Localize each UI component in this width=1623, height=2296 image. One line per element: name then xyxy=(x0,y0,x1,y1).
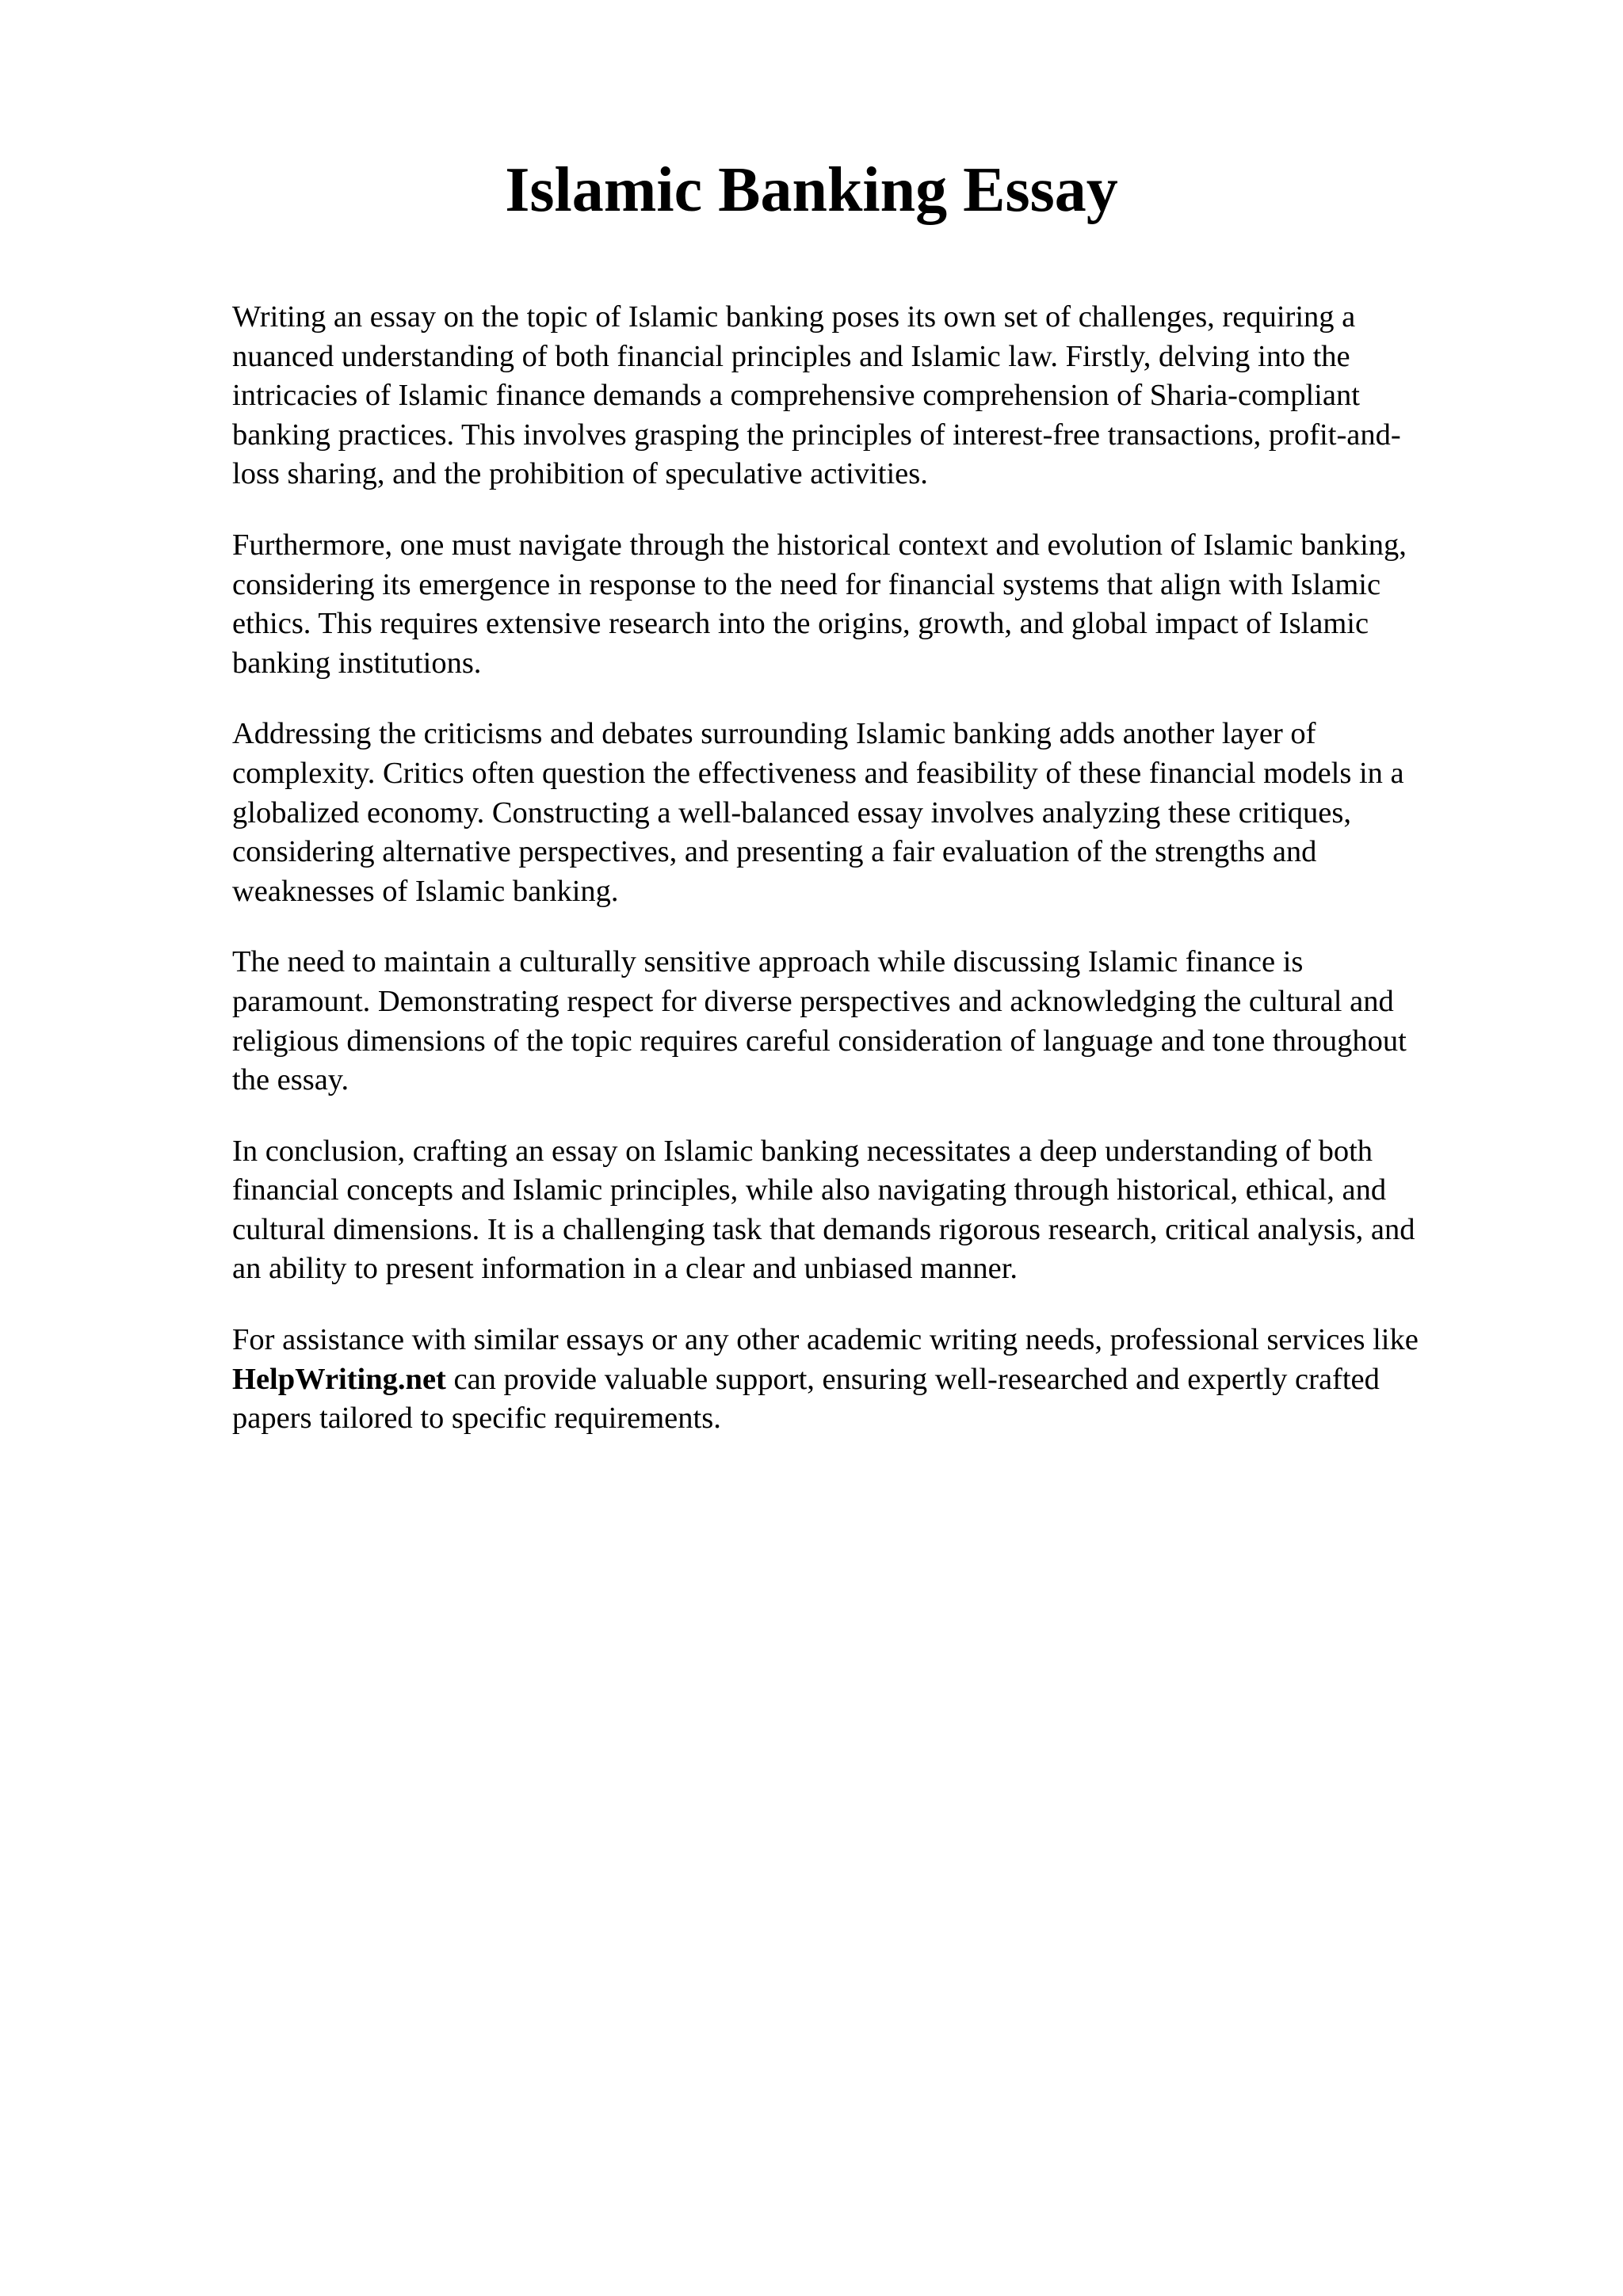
paragraph-5-line-1: In conclusion, crafting an essay on Islamic banking necessitates a deep understanding of both xyxy=(232,1134,1373,1168)
paragraph-4-line-1: The need to maintain a culturally sensitive approach while discussing Islamic finance is xyxy=(232,945,1304,979)
paragraph-5-line-2: financial concepts and Islamic principles, while also navigating through historical, ethical, and xyxy=(232,1173,1387,1207)
paragraph-2-line-1: Furthermore, one must navigate through the historical context and evolution of Islamic banking, xyxy=(232,528,1407,562)
paragraph-3 xyxy=(232,715,1532,911)
paragraph-2 xyxy=(232,526,1532,683)
paragraph-3-line-2: complexity. Critics often question the effectiveness and feasibility of these financial models in a xyxy=(232,756,1404,790)
closing-line-2 xyxy=(232,1360,1532,1400)
closing-line-1: For assistance with similar essays or any other academic writing needs, professional services like xyxy=(232,1323,1419,1357)
paragraph-4 xyxy=(232,943,1532,1100)
paragraph-4-line-3: religious dimensions of the topic requires careful consideration of language and tone throughout xyxy=(232,1024,1407,1058)
paragraph-4-line-2: paramount. Demonstrating respect for diverse perspectives and acknowledging the cultural and xyxy=(232,984,1394,1018)
paragraph-3-line-1: Addressing the criticisms and debates surrounding Islamic banking adds another layer of xyxy=(232,717,1316,751)
page-title: Islamic Banking Essay xyxy=(505,155,1118,225)
paragraph-1-line-2: nuanced understanding of both financial principles and Islamic law. Firstly, delving into the xyxy=(232,339,1350,373)
paragraph-5-line-3: cultural dimensions. It is a challenging task that demands rigorous research, critical analysis, and xyxy=(232,1212,1415,1246)
paragraph-3-line-4: considering alternative perspectives, and presenting a fair evaluation of the strengths and xyxy=(232,835,1317,869)
essay-body xyxy=(232,298,1532,1470)
paragraph-3-line-3: globalized economy. Constructing a well-balanced essay involves analyzing these critiques, xyxy=(232,795,1351,830)
closing-line-2-text: can provide valuable support, ensuring well-researched and expertly crafted xyxy=(445,1362,1380,1396)
closing-line-3: papers tailored to specific requirements. xyxy=(232,1402,721,1436)
closing-paragraph xyxy=(232,1321,1532,1439)
paragraph-4-line-4: the essay. xyxy=(232,1063,349,1097)
paragraph-1-line-1: Writing an essay on the topic of Islamic banking poses its own set of challenges, requiring a xyxy=(232,300,1356,334)
brand-name: HelpWriting.net xyxy=(232,1362,446,1396)
paragraph-5 xyxy=(232,1132,1532,1289)
paragraph-1 xyxy=(232,298,1532,494)
paragraph-5-line-4: an ability to present information in a clear and unbiased manner. xyxy=(232,1252,1018,1286)
paragraph-2-line-2: considering its emergence in response to the need for financial systems that align with Islamic xyxy=(232,567,1381,601)
paragraph-1-line-5: loss sharing, and the prohibition of speculative activities. xyxy=(232,457,928,491)
paragraph-2-line-3: ethics. This requires extensive research into the origins, growth, and global impact of Islamic xyxy=(232,607,1369,641)
paragraph-2-line-4: banking institutions. xyxy=(232,646,482,680)
paragraph-3-line-5: weaknesses of Islamic banking. xyxy=(232,874,619,908)
paragraph-1-line-4: banking practices. This involves grasping the principles of interest-free transactions, profit-and- xyxy=(232,418,1401,452)
paragraph-1-line-3: intricacies of Islamic finance demands a comprehensive comprehension of Sharia-compliant xyxy=(232,379,1360,413)
